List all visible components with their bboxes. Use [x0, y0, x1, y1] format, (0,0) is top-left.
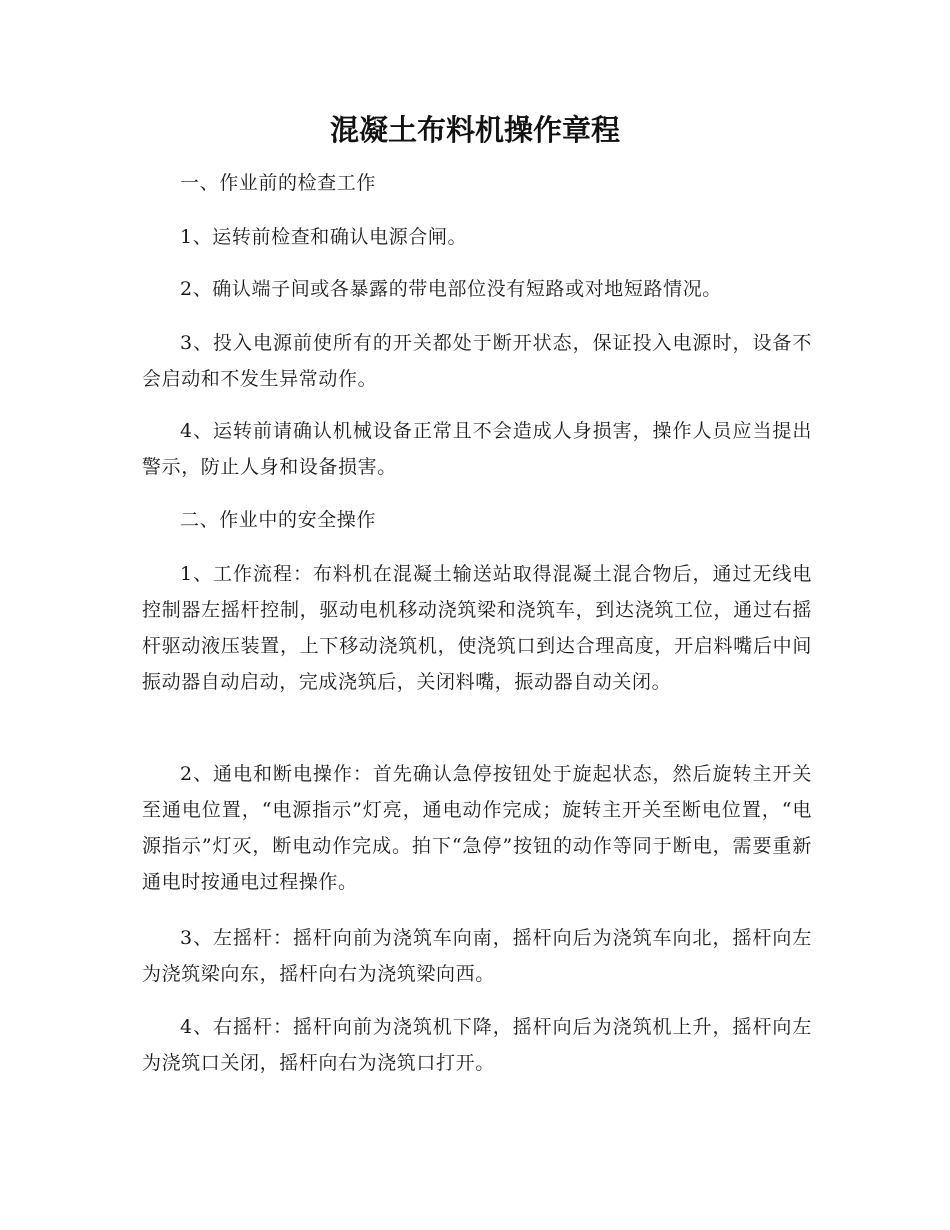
paragraph-left-joystick: 3、左摇杆：摇杆向前为浇筑车向南，摇杆向后为浇筑车向北，摇杆向左为浇筑梁向东，摇杆向右为浇筑梁向西。: [142, 927, 812, 985]
paragraph-item-2-short-circuit-check: 2、确认端子间或各暴露的带电部位没有短路或对地短路情况。: [180, 278, 722, 300]
paragraph-item-1-power-check: 1、运转前检查和确认电源合闸。: [180, 226, 468, 248]
paragraph-item-4-safety-warning: 4、运转前请确认机械设备正常且不会造成人身损害，操作人员应当提出警示，防止人身和设备损害。: [142, 420, 812, 478]
paragraph-work-flow: 1、工作流程：布料机在混凝土输送站取得混凝土混合物后，通过无线电控制器左摇杆控制，驱动电机移动浇筑梁和浇筑车，到达浇筑工位，通过右摇杆驱动液压装置，上下移动浇筑机，使浇筑口到达合理高度，开启料嘴后中间振动器自动启动，完成浇筑后，关闭料嘴，振动器自动关闭。: [142, 563, 812, 693]
section-heading-in-operation-safety: 二、作业中的安全操作: [180, 509, 377, 531]
paragraph-power-on-off: 2、通电和断电操作：首先确认急停按钮处于旋起状态，然后旋转主开关至通电位置，“电源指示”灯亮，通电动作完成；旋转主开关至断电位置，“电源指示”灯灭，断电动作完成。拍下“急停”按钮的动作等同于断电，需要重新通电时按通电过程操作。: [142, 763, 812, 893]
section-heading-pre-work-check: 一、作业前的检查工作: [180, 172, 377, 194]
paragraph-item-3-switches-off: 3、投入电源前使所有的开关都处于断开状态，保证投入电源时，设备不会启动和不发生异常动作。: [142, 332, 812, 390]
paragraph-right-joystick: 4、右摇杆：摇杆向前为浇筑机下降，摇杆向后为浇筑机上升，摇杆向左为浇筑口关闭，摇杆向右为浇筑口打开。: [142, 1016, 812, 1074]
document-title: 混凝土布料机操作章程: [329, 113, 620, 147]
